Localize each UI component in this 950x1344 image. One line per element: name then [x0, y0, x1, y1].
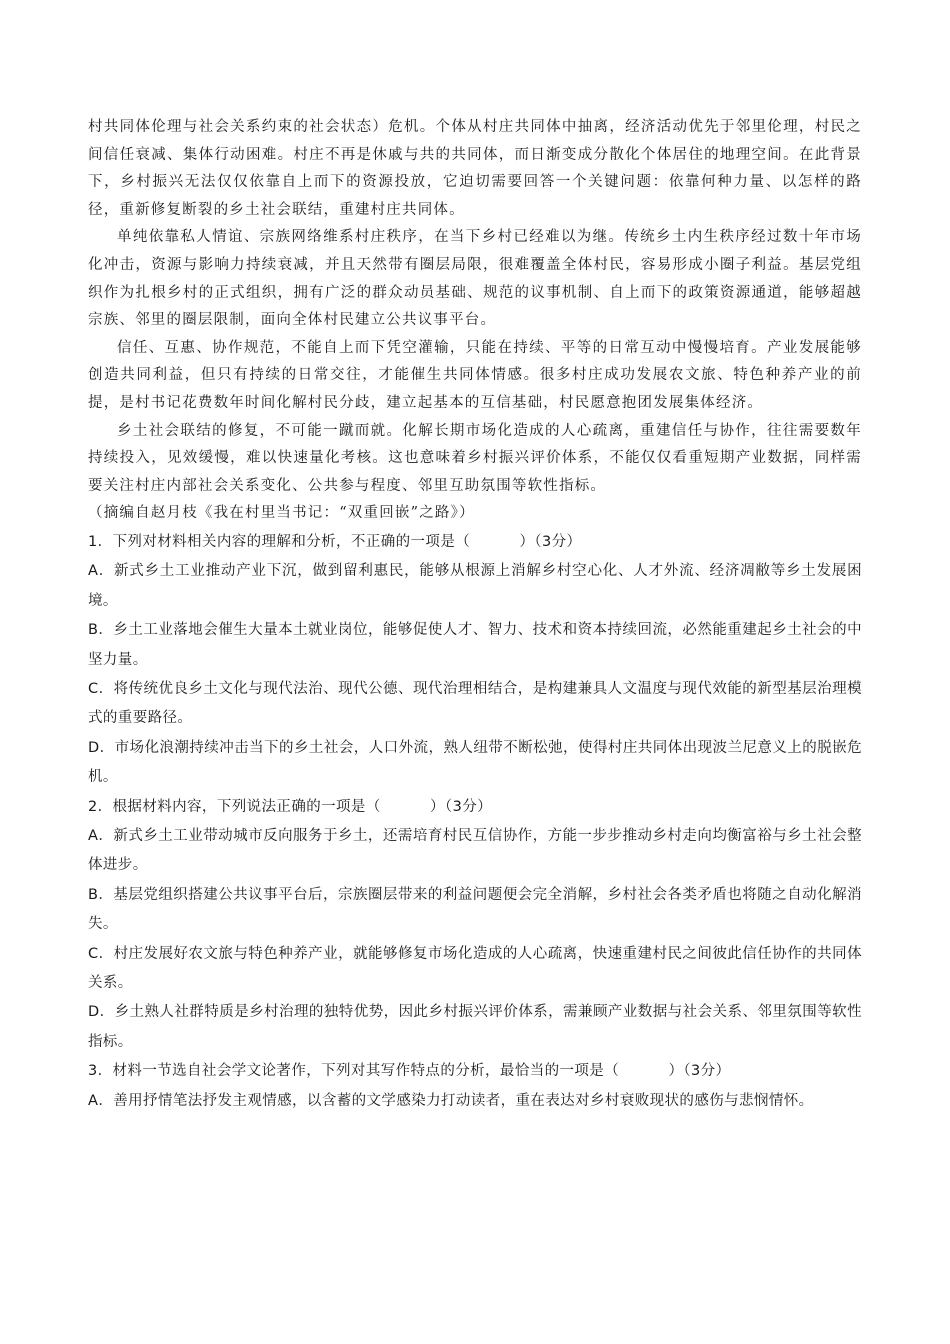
question-list [88, 528, 862, 1116]
option-d: D．乡土熟人社群特质是乡村治理的独特优势，因此乡村振兴评价体系，需兼顾产业数据与社会关系、邻里氛围等软性指标。 [88, 1004, 862, 1050]
question-score: ）（3分） [668, 1063, 731, 1080]
question-number: 2． [88, 798, 113, 815]
option-b: B．基层党组织搭建公共议事平台后，宗族圈层带来的利益问题便会完全消解，乡村社会各类矛盾也将随之自动化解消失。 [88, 886, 862, 933]
question-score: ）（3分） [519, 533, 582, 550]
question-2 [88, 793, 862, 1058]
question-text: 材料一节选自社会学文论著作，下列对其写作特点的分析，最恰当的一项是（ [112, 1063, 620, 1080]
question-text: 根据材料内容，下列说法正确的一项是（ [112, 798, 381, 815]
question-text: 下列对材料相关内容的理解和分析，不正确的一项是（ [112, 533, 471, 550]
reading-passage [88, 114, 862, 528]
question-stem [88, 528, 862, 557]
question-score: ）（3分） [430, 798, 493, 815]
question-number: 1． [88, 533, 113, 550]
question-stem [88, 1057, 862, 1086]
question-stem [88, 793, 862, 822]
question-number: 3． [88, 1063, 113, 1080]
option-c: C．村庄发展好农文旅与特色种养产业，就能够修复市场化造成的人心疏离，快速重建村民之间彼此信任协作的共同体关系。 [88, 945, 862, 991]
option-a: A．新式乡土工业推动产业下沉，做到留利惠民，能够从根源上消解乡村空心化、人才外流、经济凋敝等乡土发展困境。 [88, 563, 862, 609]
passage-paragraph-3: 信任、互惠、协作规范，不能自上而下凭空灌输，只能在持续、平等的日常互动中慢慢培育。产业发展能够创造共同利益，但只有持续的日常交往，才能催生共同体情感。很多村庄成功发展农文旅、特色种养产业的前提，是村书记花费数年时间化解村民分歧，建立起基本的互信基础，村民愿意抱团发展集体经济。 [88, 339, 862, 411]
question-3 [88, 1057, 862, 1116]
exam-page [88, 114, 862, 1116]
option-a: A．新式乡土工业带动城市反向服务于乡土，还需培育村民互信协作，方能一步步推动乡村走向均衡富裕与乡土社会整体进步。 [88, 827, 862, 874]
option-c: C．将传统优良乡土文化与现代法治、现代公德、现代治理相结合，是构建兼具人文温度与现代效能的新型基层治理模式的重要路径。 [88, 680, 862, 727]
passage-paragraph-4: 乡土社会联结的修复，不可能一蹴而就。化解长期市场化造成的人心疏离，重建信任与协作，往往需要数年持续投入，见效缓慢，难以快速量化考核。这也意味着乡村振兴评价体系，不能仅仅看重短期产业数据，同样需要关注村庄内部社会关系变化、公共参与程度、邻里互助氛围等软性指标。 [88, 422, 862, 494]
passage-paragraph-2: 单纯依靠私人情谊、宗族网络维系村庄秩序，在当下乡村已经难以为继。传统乡土内生秩序经过数十年市场化冲击，资源与影响力持续衰减，并且天然带有圈层局限，很难覆盖全体村民，容易形成小圈子利益。基层党组织作为扎根乡村的正式组织，拥有广泛的群众动员基础、规范的议事机制、自上而下的政策资源通道，能够超越宗族、邻里的圈层限制，面向全体村民建立公共议事平台。 [88, 229, 862, 329]
passage-source: （摘编自赵月枝《我在村里当书记：“双重回嵌”之路》） [88, 505, 475, 522]
passage-paragraph-1: 村共同体伦理与社会关系约束的社会状态）危机。个体从村庄共同体中抽离，经济活动优先于邻里伦理，村民之间信任衰减、集体行动困难。村庄不再是休戚与共的共同体，而日渐变成分散化个体居住的地理空间。在此背景下，乡村振兴无法仅仅依靠自上而下的资源投放，它迫切需要回答一个关键问题：依靠何种力量、以怎样的路径，重新修复断裂的乡土社会联结，重建村庄共同体。 [88, 119, 862, 218]
question-1 [88, 528, 862, 793]
option-b: B．乡土工业落地会催生大量本土就业岗位，能够促使人才、智力、技术和资本持续回流，必然能重建起乡土社会的中坚力量。 [88, 622, 862, 668]
option-d: D．市场化浪潮持续冲击当下的乡土社会，人口外流，熟人纽带不断松弛，使得村庄共同体出现波兰尼意义上的脱嵌危机。 [88, 739, 862, 786]
option-a: A．善用抒情笔法抒发主观情感，以含蓄的文学感染力打动读者，重在表达对乡村衰败现状的感伤与悲悯情怀。 [88, 1092, 814, 1109]
